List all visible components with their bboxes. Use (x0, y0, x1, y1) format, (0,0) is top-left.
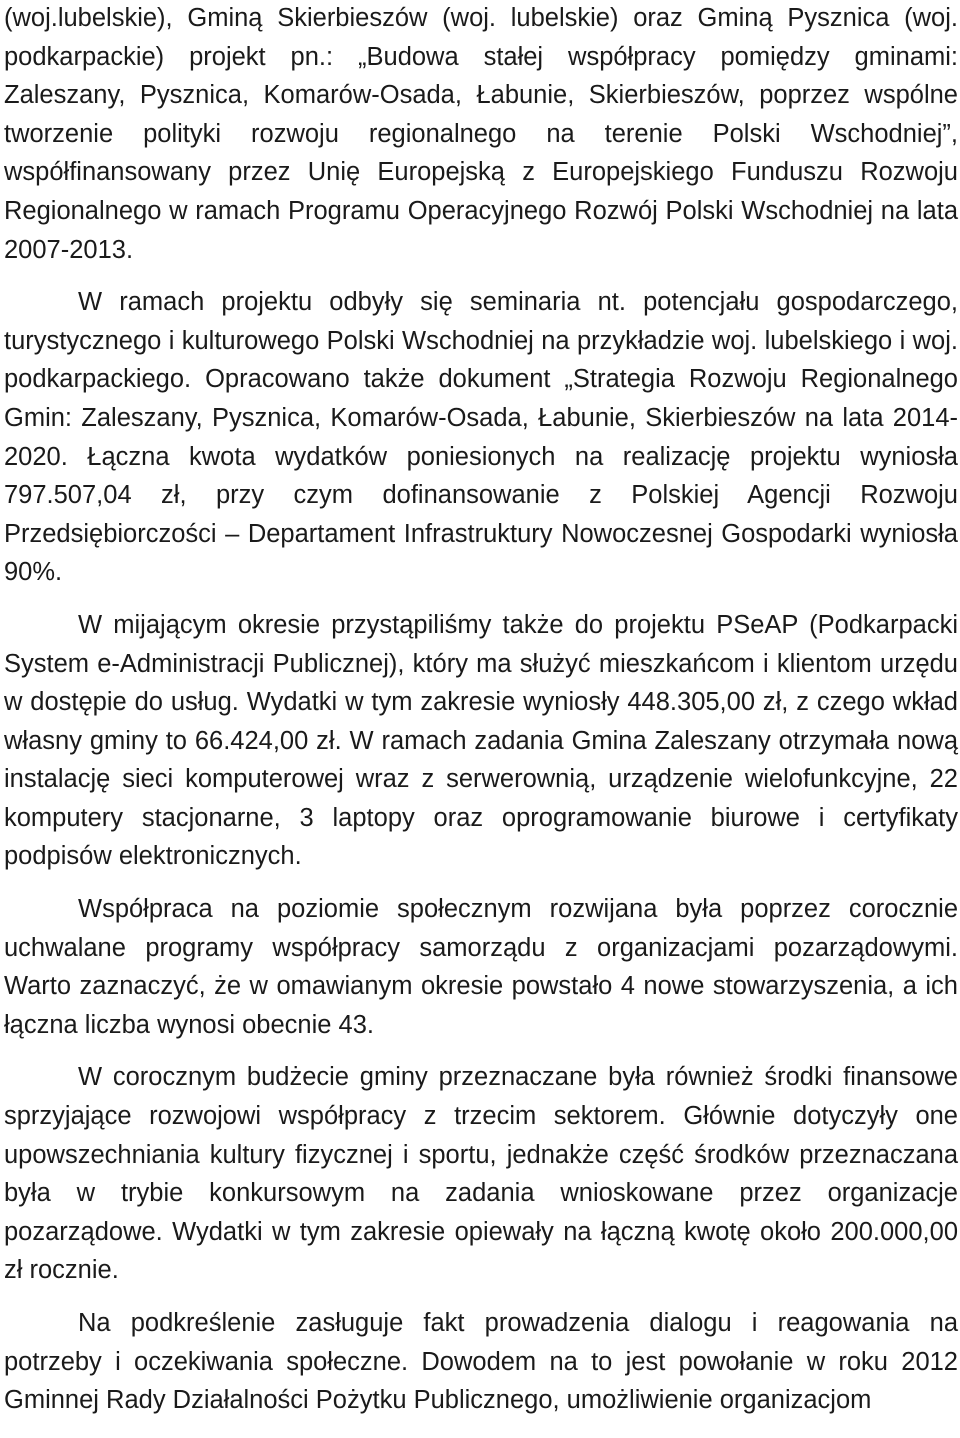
paragraph-dialogue: Na podkreślenie zasługuje fakt prowadzenia dialogu i reagowania na potrzeby i oczekiwania społeczne. Dowodem na to jest powołanie w roku 2012 Gminnej Rady Działalności Pożytku Publicznego, umożliwienie organizacjom (4, 1309, 958, 1415)
paragraph-pseap-project: W mijającym okresie przystąpiliśmy także do projektu PSeAP (Podkarpacki System e-Administracji Publicznej), który ma służyć mieszkańcom i klientom urzędu w dostępie do usług. Wydatki w tym zakresie wyniosły 448.305,00 zł, z czego wkład własny gminy to 66.424,00 zł. W ramach zadania Gmina Zaleszany otrzymała nową instalację sieci komputerowej wraz z serwerownią, urządzenie wielofunkcyjne, 22 komputery stacjonarne, 3 laptopy oraz oprogramowanie biurowe i certyfikaty podpisów elektronicznych. (4, 610, 958, 871)
paragraph-social-cooperation: Współpraca na poziomie społecznym rozwijana była poprzez corocznie uchwalane programy współpracy samorządu z organizacjami pozarządowymi. Warto zaznaczyć, że w omawianym okresie powstało 4 nowe stowarzyszenia, a ich łączna liczba wynosi obecnie 43. (4, 895, 958, 1039)
paragraph-project-seminars: W ramach projektu odbyły się seminaria nt. potencjału gospodarczego, turystycznego i kulturowego Polski Wschodniej na przykładzie woj. lubelskiego i woj. podkarpackiego. Opracowano także dokument „Strategia Rozwoju Regionalnego Gmin: Zaleszany, Pysznica, Komarów-Osada, Łabunie, Skierbieszów na lata 2014-2020. Łączna kwota wydatków poniesionych na realizację projektu wyniosła 797.507,04 zł, przy czym dofinansowanie z Polskiej Agencji Rozwoju Przedsiębiorczości – Departament Infrastruktury Nowoczesnej Gospodarki wyniosła 90%. (4, 288, 958, 587)
paragraph-budget-support: W corocznym budżecie gminy przeznaczane była również środki finansowe sprzyjające rozwojowi współpracy z trzecim sektorem. Głównie dotyczyły one upowszechniania kultury fizycznej i sportu, jednakże część środków przeznaczana była w trybie konkursowym na zadania wnioskowane przez organizacje pozarządowe. Wydatki w tym zakresie opiewały na łączną kwotę około 200.000,00 zł rocznie. (4, 1063, 958, 1285)
document-page (4, 0, 958, 1420)
paragraph-project-description: (woj.lubelskie), Gminą Skierbieszów (woj. lubelskie) oraz Gminą Pysznica (woj. podkarpackie) projekt pn.: „Budowa stałej współpracy pomiędzy gminami: Zaleszany, Pysznica, Komarów-Osada, Łabunie, Skierbieszów, poprzez wspólne tworzenie polityki rozwoju regionalnego na terenie Polski Wschodniej”, współfinansowany przez Unię Europejską z Europejskiego Funduszu Rozwoju Regionalnego w ramach Programu Operacyjnego Rozwój Polski Wschodniej na lata 2007-2013. (4, 4, 958, 264)
